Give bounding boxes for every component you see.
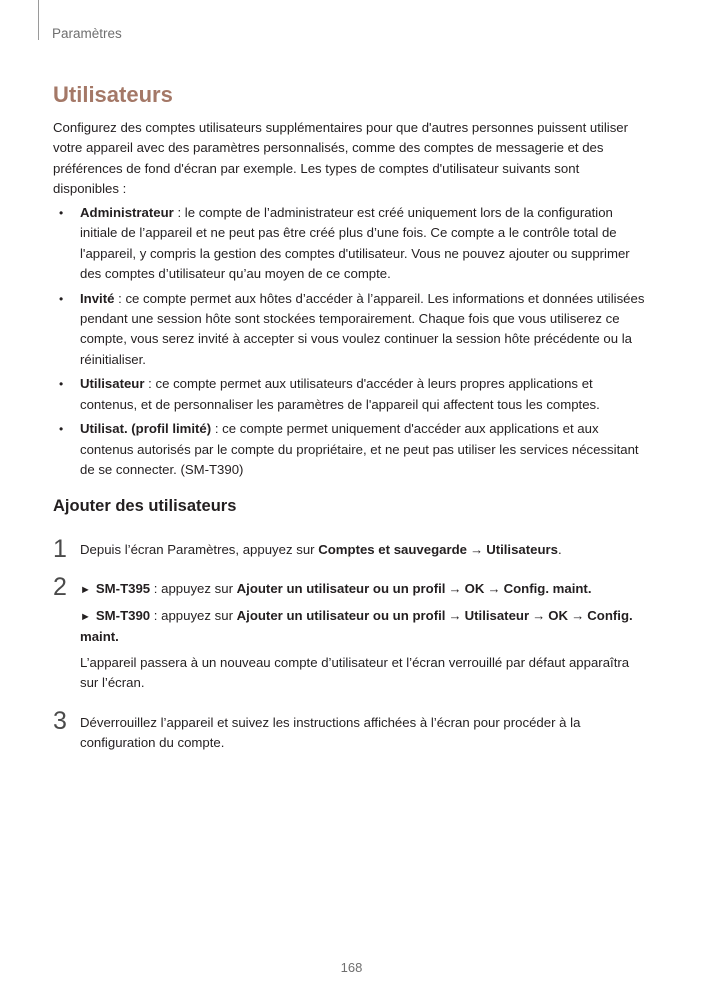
step-3-text: Déverrouillez l’appareil et suivez les instructions affichées à l’écran pour procéder à la configuration du compte. (80, 715, 581, 751)
bullet-icon: • (59, 422, 64, 437)
menu-path-item: OK (464, 581, 485, 596)
arrow-icon: → (470, 542, 484, 557)
bullet-term: Utilisateur (80, 376, 145, 392)
arrow-icon: → (448, 608, 462, 623)
triangle-marker-icon: ► (80, 611, 91, 623)
menu-path-item: Config. maint. (503, 581, 592, 596)
menu-path-item: Utilisateurs (486, 542, 559, 557)
list-item (53, 203, 653, 284)
model-label: SM-T390 (95, 608, 151, 623)
list-item (53, 419, 653, 480)
bullet-icon: • (59, 377, 64, 392)
step-number: 3 (53, 707, 67, 735)
bullet-text: : ce compte permet aux hôtes d’accéder à l’appareil. Les informations et données utilisées pendant une session hôte sont stockées temporairement. Chaque fois que vous utiliserez ce compte, vous serez invité à accepter si vous voulez continuer la session hôte précédente ou la réinitialiser. (80, 290, 645, 367)
menu-path-item: Ajouter un utilisateur ou un profil (236, 581, 446, 596)
step-1-suffix: . (558, 542, 562, 557)
bullet-text: : ce compte permet uniquement d'accéder aux applications et aux contenus autorisés par le compte du propriétaire, et ne peut pas utiliser les services nécessitant de se connecter. (SM-T390) (80, 421, 639, 478)
subsection-title: Ajouter des utilisateurs (53, 497, 237, 515)
model-label: SM-T395 (95, 581, 151, 596)
arrow-icon: → (571, 608, 585, 623)
step-2-model-b (80, 606, 655, 648)
arrow-icon: → (532, 608, 546, 623)
step-number: 2 (53, 573, 67, 601)
instruction-text: : appuyez sur (150, 581, 237, 596)
section-title: Utilisateurs (53, 82, 173, 107)
menu-path-item: Utilisateur (464, 608, 530, 623)
triangle-marker-icon: ► (80, 584, 91, 596)
header-rule (38, 0, 39, 40)
menu-path-item: Config. maint. (80, 608, 633, 645)
account-types-list (53, 203, 653, 485)
menu-path-item: Comptes et sauvegarde (318, 542, 467, 557)
bullet-term: Utilisat. (profil limité) (80, 421, 212, 437)
intro-paragraph: Configurez des comptes utilisateurs supplémentaires pour que d'autres personnes puissent utiliser votre appareil avec des paramètres personnalisés, comme des comptes de messagerie et des préférences de fond d'écran par exemple. Les types de comptes d'utilisateur suivants sont disponibles : (53, 120, 629, 196)
bullet-term: Invité (80, 290, 115, 306)
header-label: Paramètres (52, 26, 122, 41)
step-1-prefix: Depuis l’écran Paramètres, appuyez sur (80, 542, 319, 557)
step-1-text (80, 540, 655, 560)
list-item (53, 374, 653, 415)
instruction-text: : appuyez sur (150, 608, 237, 623)
step-number: 1 (53, 535, 67, 563)
list-item (53, 289, 653, 370)
bullet-icon: • (59, 206, 64, 220)
arrow-icon: → (448, 581, 462, 596)
bullet-icon: • (59, 291, 64, 306)
menu-path-item: Ajouter un utilisateur ou un profil (236, 608, 446, 623)
step-2-model-a (80, 579, 655, 600)
bullet-text: : le compte de l’administrateur est créé uniquement lors de la configuration initiale de l’appareil et ne peut pas être créé plus d’une fois. Ce compte a le contrôle total de l'appareil, y compris la gestion des comptes d'utilisateur. Vous ne pouvez ajouter ou supprimer des comptes d’utilisateur qu’au moyen de ce compte. (80, 205, 630, 281)
bullet-term: Administrateur (80, 205, 174, 220)
page-number: 168 (340, 960, 363, 975)
step-2-note: L’appareil passera à un nouveau compte d’utilisateur et l’écran verrouillé par défaut apparaîtra sur l’écran. (80, 655, 630, 691)
menu-path-item: OK (548, 608, 569, 623)
arrow-icon: → (487, 581, 501, 596)
bullet-text: : ce compte permet aux utilisateurs d'accéder à leurs propres applications et contenus, et de personnaliser les paramètres de l'appareil qui affectent tous les comptes. (80, 376, 600, 412)
